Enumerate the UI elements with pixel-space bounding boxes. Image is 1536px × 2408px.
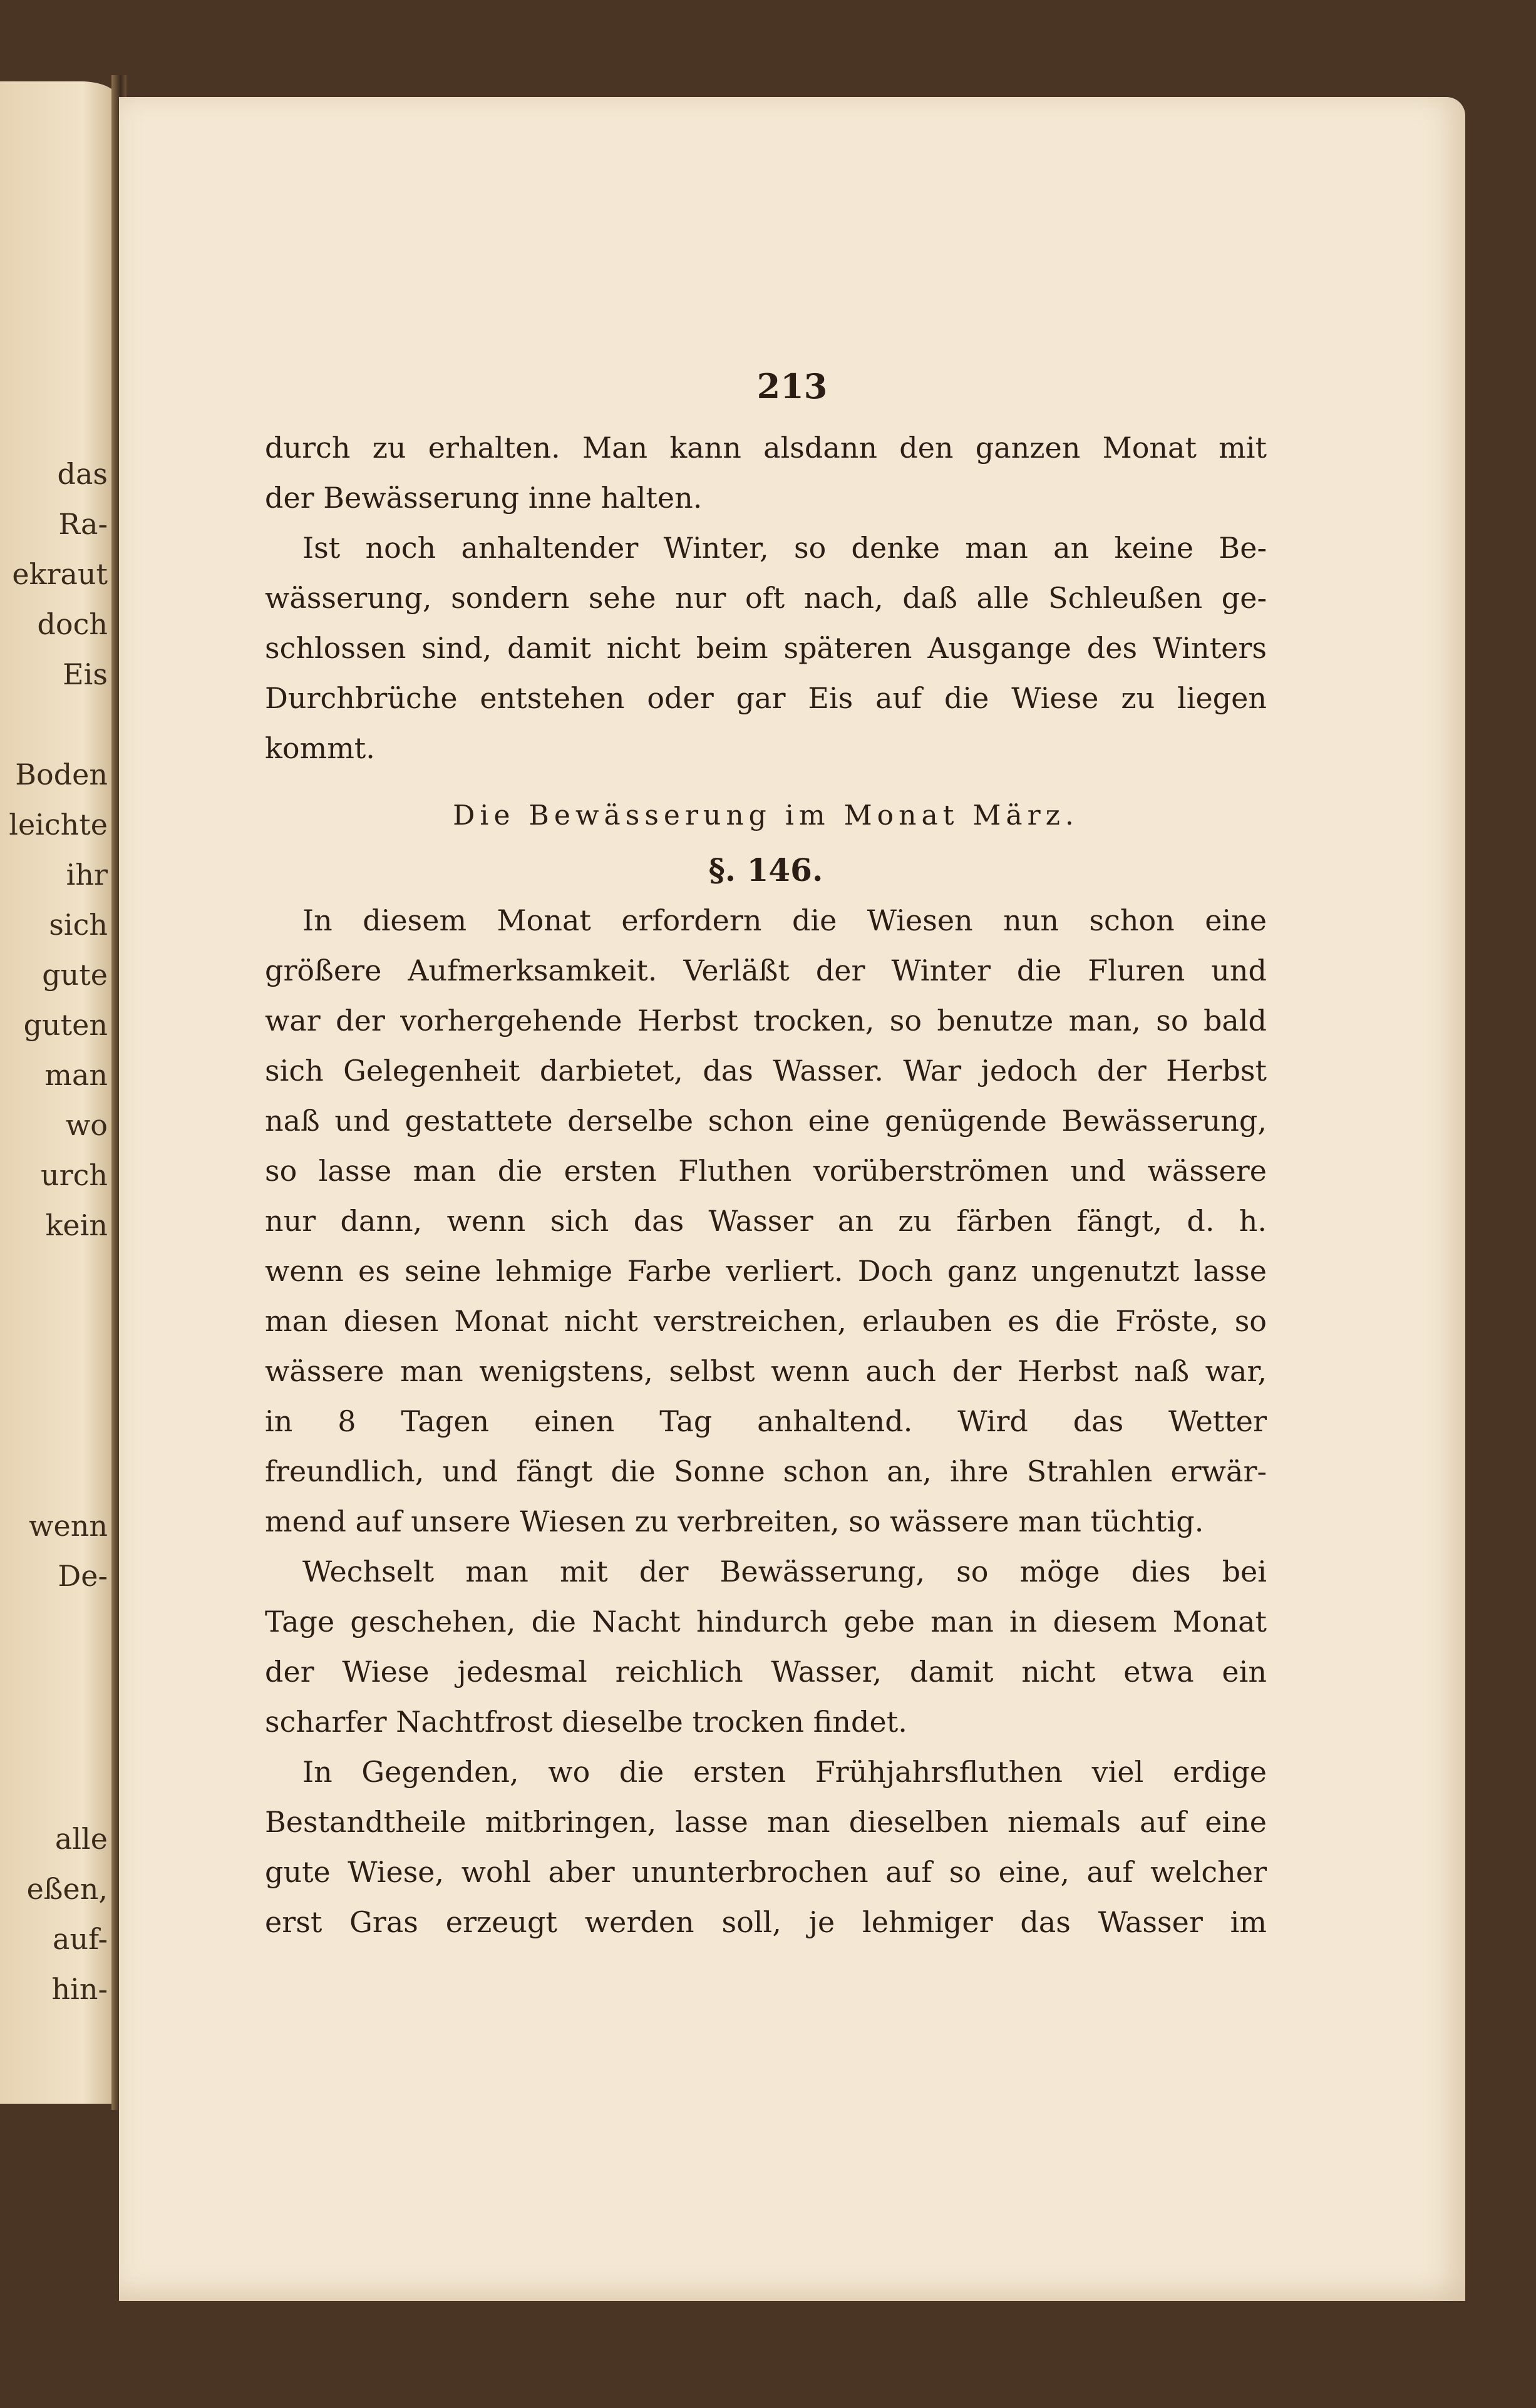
text-line: Durchbrüche entstehen oder gar Eis auf die Wiese zu liegen <box>265 681 1267 715</box>
book-page <box>119 97 1465 2301</box>
text-line: man diesen Monat nicht verstreichen, erlauben es die Fröste, so <box>265 1304 1267 1338</box>
left-page-fragment: gute <box>42 958 108 992</box>
text-line: In Gegenden, wo die ersten Frühjahrsfluthen viel erdige <box>302 1755 1267 1789</box>
text-line: In diesem Monat erfordern die Wiesen nun schon eine <box>302 903 1267 937</box>
text-line: erst Gras erzeugt werden soll, je lehmiger das Wasser im <box>265 1905 1267 1939</box>
section-number: §. 146. <box>708 852 823 888</box>
left-page-edge <box>0 81 119 2104</box>
left-page-fragment: guten <box>23 1008 108 1042</box>
text-line: der Bewässerung inne halten. <box>265 481 703 515</box>
text-line: Ist noch anhaltender Winter, so denke man an keine Be- <box>302 531 1267 565</box>
text-line: wenn es seine lehmige Farbe verliert. Doch ganz ungenutzt lasse <box>265 1254 1267 1288</box>
left-page-fragment: wo <box>65 1108 108 1142</box>
left-page-fragment: leichte <box>9 808 108 841</box>
left-page-fragment: man <box>44 1058 108 1092</box>
left-page-fragment: das <box>57 457 108 491</box>
body-text <box>265 423 1267 1947</box>
left-page-fragment: hin- <box>51 1972 108 2006</box>
text-line: in 8 Tagen einen Tag anhaltend. Wird das Wetter <box>265 1404 1267 1438</box>
left-page-fragment: De- <box>58 1559 108 1593</box>
left-page-fragment: Eis <box>63 657 108 691</box>
text-line: Tage geschehen, die Nacht hindurch gebe man in diesem Monat <box>265 1605 1267 1639</box>
text-line: so lasse man die ersten Fluthen vorüberströmen und wässere <box>265 1154 1267 1188</box>
left-page-fragment: wenn <box>29 1509 108 1543</box>
text-line: schlossen sind, damit nicht beim späteren Ausgange des Winters <box>265 631 1267 665</box>
left-page-fragment: alle <box>54 1822 108 1856</box>
text-line: Wechselt man mit der Bewässerung, so möge dies bei <box>302 1555 1267 1588</box>
text-line: durch zu erhalten. Man kann alsdann den ganzen Monat mit <box>265 431 1267 465</box>
left-page-fragment: urch <box>40 1158 108 1192</box>
left-page-fragment: eßen, <box>26 1872 108 1906</box>
text-line: kommt. <box>265 731 375 765</box>
text-line: größere Aufmerksamkeit. Verläßt der Winter die Fluren und <box>265 954 1267 987</box>
page-number: 213 <box>756 366 828 406</box>
text-line: der Wiese jedesmal reichlich Wasser, damit nicht etwa ein <box>265 1655 1267 1689</box>
text-line: mend auf unsere Wiesen zu verbreiten, so wässere man tüchtig. <box>265 1505 1204 1538</box>
text-line: naß und gestattete derselbe schon eine genügende Bewässerung, <box>265 1104 1267 1138</box>
left-page-fragment: sich <box>49 908 108 942</box>
left-page-fragment: Boden <box>15 758 108 791</box>
text-line: nur dann, wenn sich das Wasser an zu färben fängt, d. h. <box>265 1204 1267 1238</box>
left-page-fragment: auf- <box>53 1922 108 1956</box>
left-page-fragment: kein <box>45 1208 108 1242</box>
text-line: Bestandtheile mitbringen, lasse man dieselben niemals auf eine <box>265 1805 1267 1839</box>
left-page-fragment: doch <box>37 607 108 641</box>
text-line: wässerung, sondern sehe nur oft nach, daß alle Schleußen ge- <box>265 581 1267 615</box>
left-page-fragment: ekraut <box>12 557 108 591</box>
text-line: war der vorhergehende Herbst trocken, so benutze man, so bald <box>265 1004 1267 1037</box>
left-page-fragment: Ra- <box>58 507 108 541</box>
text-line: gute Wiese, wohl aber ununterbrochen auf so eine, auf welcher <box>265 1855 1267 1889</box>
text-line: scharfer Nachtfrost dieselbe trocken findet. <box>265 1705 907 1739</box>
left-page-fragment: ihr <box>66 858 108 892</box>
text-line: sich Gelegenheit darbietet, das Wasser. War jedoch der Herbst <box>265 1054 1267 1088</box>
text-line: freundlich, und fängt die Sonne schon an, ihre Strahlen erwär- <box>265 1454 1267 1488</box>
text-line: wässere man wenigstens, selbst wenn auch der Herbst naß war, <box>265 1354 1267 1388</box>
section-heading: Die Bewässerung im Monat März. <box>453 800 1079 831</box>
